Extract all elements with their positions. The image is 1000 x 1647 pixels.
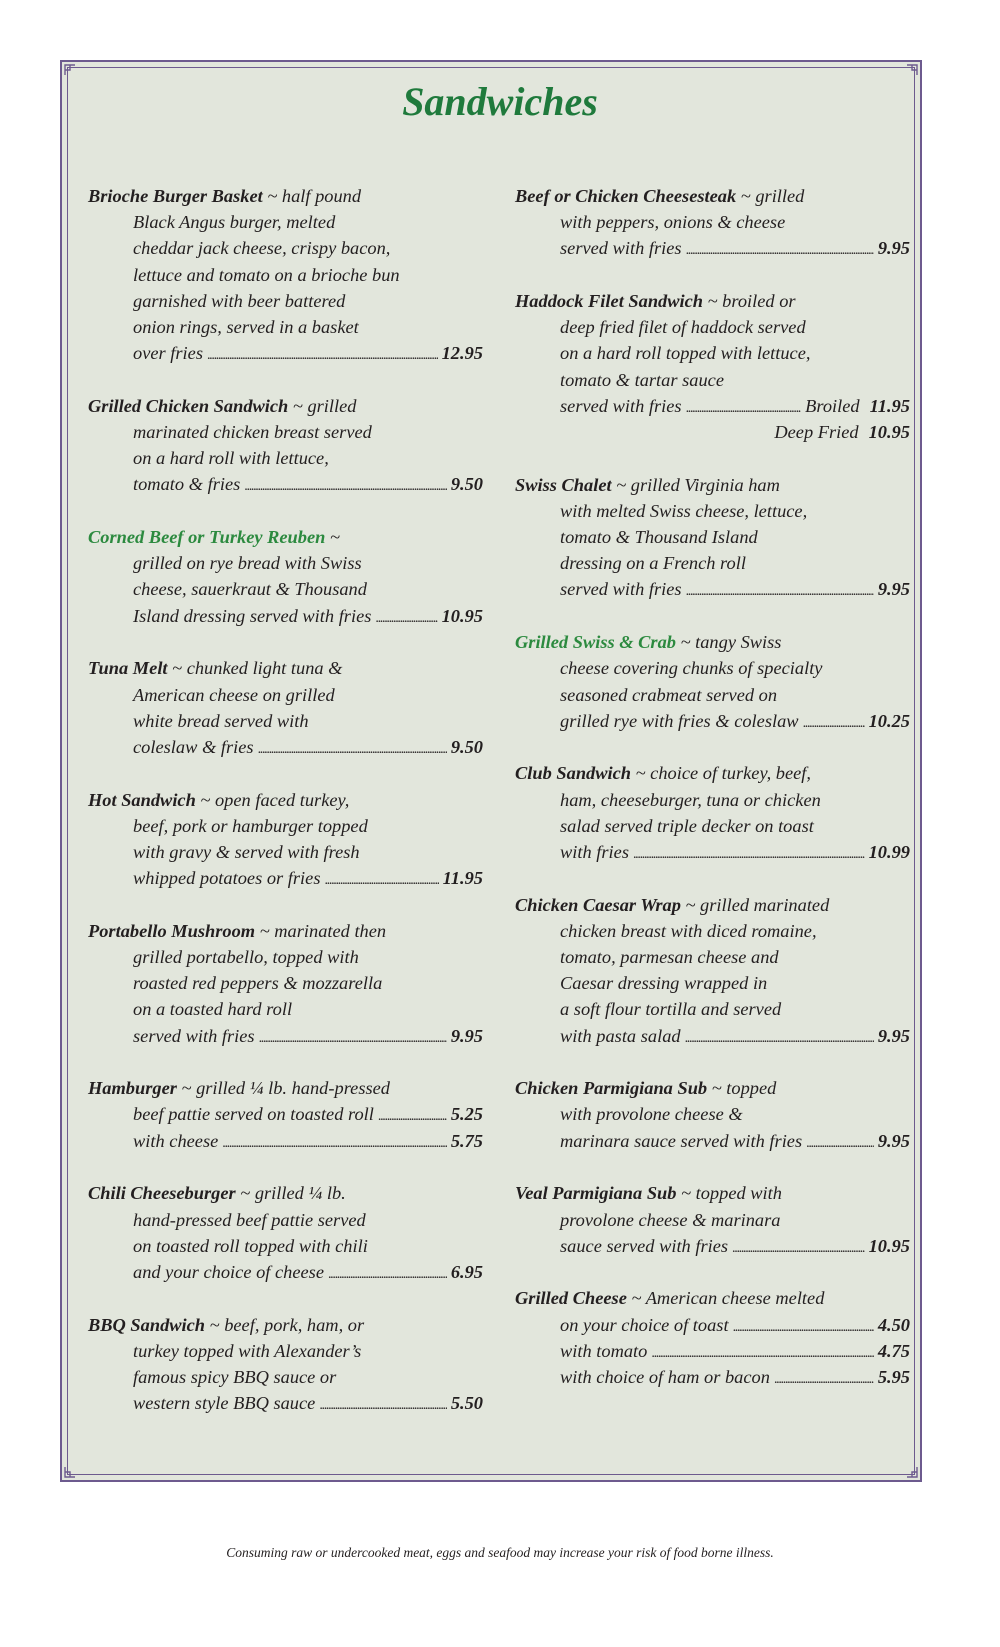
menu-item-description: grilled [307,395,357,416]
price-line [515,1338,910,1364]
menu-item-description-line: American cheese on grilled [133,684,335,705]
menu-item-first-line [515,1075,910,1101]
corner-ornament-bottom-right [902,1462,922,1482]
menu-item-first-line [88,1180,483,1206]
price-line-text: served with fries [560,579,682,600]
price-line-text: with tomato [560,1340,648,1361]
menu-item-description-line: with provolone cheese & [560,1104,743,1125]
item-spacer [515,1049,910,1076]
price-line-text: with pasta salad [560,1025,681,1046]
price-line-text: over fries [133,343,203,364]
corner-ornament-top-right [902,60,922,80]
menu-item-description-line: tomato & Thousand Island [560,527,758,548]
tilde-separator: ~ [680,894,701,915]
menu-item-description-line: grilled portabello, topped with [133,947,359,967]
dot-leader [686,576,874,605]
menu-item-description-line: hand-pressed beef pattie served [133,1209,366,1230]
item-price: 5.50 [450,1393,483,1414]
menu-item [515,288,910,445]
price-line [515,1128,910,1154]
price-line [88,1390,483,1416]
menu-item-description: grilled [755,186,805,206]
dot-leader [258,734,447,763]
tilde-separator: ~ [176,1078,197,1099]
dot-leader [774,1364,874,1393]
dot-leader [633,839,865,868]
menu-item-description: grilled Virginia ham [630,474,780,495]
menu-item-description-line: marinated chicken breast served [133,422,372,442]
menu-item-first-line [88,655,483,681]
price-line-text: grilled rye with fries & coleslaw [560,710,799,731]
item-spacer [88,1285,483,1312]
menu-item-first-line [515,892,910,918]
price-label: Deep Fried [774,422,859,442]
food-safety-disclaimer: Consuming raw or undercooked meat, eggs and seafood may increase your risk of food borne illness. [226,1545,774,1560]
item-spacer [515,734,910,761]
menu-item-first-line [88,524,483,550]
tilde-separator: ~ [167,658,187,679]
menu-item-description: grilled marinated [700,894,830,915]
right-menu-column [515,183,910,1390]
price-line-text: western style BBQ sauce [133,1393,316,1414]
tilde-separator: ~ [235,1183,255,1204]
menu-item-description-line: cheese, sauerkraut & Thousand [133,579,367,600]
menu-item-description-line: cheddar jack cheese, crispy bacon, [133,238,391,259]
price-line [515,1312,910,1338]
menu-item-description-line: with peppers, onions & cheese [560,212,786,233]
item-price: 9.50 [450,736,483,757]
price-line-text: beef pattie served on toasted roll [133,1104,374,1125]
menu-item [88,1180,483,1285]
dot-leader [732,1233,865,1262]
tilde-separator: ~ [611,474,631,495]
menu-item-description-line: garnished with beer battered [133,290,346,311]
left-menu-column [88,183,483,1416]
menu-item-description: American cheese melted [645,1288,825,1309]
price-line-text: sauce served with fries [560,1235,729,1256]
tilde-separator: ~ [255,920,275,941]
menu-item-first-line [88,918,483,944]
item-price: 4.75 [877,1340,910,1361]
menu-item-name: Hot Sandwich [88,789,196,810]
tilde-separator: ~ [626,1288,646,1309]
menu-item-description: half pound [281,186,362,206]
item-spacer [515,865,910,892]
menu-item-description: choice of turkey, beef, [650,763,812,784]
price-label: Broiled [805,395,860,416]
dot-leader [319,1390,446,1419]
menu-item [515,472,910,603]
price-line [515,576,910,602]
menu-item [515,1075,910,1154]
menu-item-description: tangy Swiss [695,632,782,653]
price-line-text: tomato & fries [133,474,241,495]
menu-item [515,1285,910,1390]
price-line [88,734,483,760]
menu-item [88,787,483,892]
item-price: 5.75 [450,1130,483,1151]
menu-item-description-line: tomato & tartar sauce [560,369,724,390]
menu-item-description-line: Caesar dressing wrapped in [560,973,768,994]
tilde-separator: ~ [288,395,308,416]
menu-item-first-line [88,183,483,209]
menu-item-description-line: salad served triple decker on toast [560,815,814,836]
menu-item-description: topped [726,1078,777,1099]
price-line [88,1259,483,1285]
item-price: 5.95 [877,1366,910,1387]
item-price: 5.25 [450,1104,483,1125]
menu-item-description-line: with melted Swiss cheese, lettuce, [560,500,808,521]
dot-leader [651,1338,873,1367]
menu-item [88,183,483,366]
menu-item-description: chunked light tuna & [186,658,343,679]
menu-item-description: grilled ¼ lb. [254,1183,346,1204]
menu-item-first-line [88,1312,483,1338]
dot-leader [328,1259,447,1288]
menu-item-first-line [515,288,910,314]
item-price: 9.95 [877,1130,910,1151]
item-price: 11.95 [442,868,483,889]
menu-item-name: Swiss Chalet [515,474,612,495]
menu-item [515,183,910,262]
menu-item-description-line: onion rings, served in a basket [133,316,359,337]
menu-item-name: Haddock Filet Sandwich [515,291,704,312]
menu-item-first-line [88,393,483,419]
price-line-text: marinara sauce served with fries [560,1130,803,1151]
dot-leader [222,1128,447,1157]
price-line-text: and your choice of cheese [133,1261,324,1282]
tilde-separator: ~ [707,1078,727,1099]
menu-item [88,655,483,760]
menu-item-first-line [515,183,910,209]
page-title: Sandwiches [402,79,598,124]
item-spacer [88,1049,483,1076]
dot-leader [244,471,447,500]
price-line [88,1101,483,1127]
menu-item-description-line: a soft flour tortilla and served [560,999,782,1020]
menu-item-description: broiled or [722,291,796,312]
item-spacer [515,1154,910,1181]
item-price: 4.50 [877,1314,910,1335]
menu-item [515,760,910,865]
menu-item-name: Portabello Mushroom [88,920,256,941]
price-line-text: with cheese [133,1130,219,1151]
price-line-text: coleslaw & fries [133,736,254,757]
menu-item-first-line [515,1285,910,1311]
menu-item-first-line [515,629,910,655]
menu-item-first-line [515,472,910,498]
menu-item-description-line: with gravy & served with fresh [133,841,360,862]
corner-ornament-bottom-left [60,1462,80,1482]
price-line [515,393,910,419]
menu-item [88,1312,483,1417]
dot-leader [686,393,802,422]
price-line [88,1023,483,1049]
menu-item [515,629,910,734]
menu-item-name: Grilled Cheese [515,1288,627,1309]
price-line [88,1128,483,1154]
price-line [515,235,910,261]
item-spacer [515,445,910,472]
price-line [88,471,483,497]
price-line-text: served with fries [133,1025,255,1046]
menu-item-first-line [88,787,483,813]
price-line-text: on your choice of toast [560,1314,729,1335]
dot-leader [733,1312,874,1341]
item-price: 10.99 [868,841,910,862]
price-line-text: with fries [560,841,629,862]
tilde-separator: ~ [205,1314,225,1335]
item-price: 6.95 [450,1261,483,1282]
menu-item-description-line: cheese covering chunks of specialty [560,658,823,679]
menu-item-name: Chicken Parmigiana Sub [515,1078,708,1099]
dot-leader [378,1101,447,1130]
menu-item [88,1075,483,1154]
menu-item-name: Chicken Caesar Wrap [515,894,681,915]
menu-item-name: Tuna Melt [88,658,168,679]
price-line [515,1023,910,1049]
menu-item-description-line: dressing on a French roll [560,553,746,574]
menu-item-description-line: provolone cheese & marinara [560,1209,781,1230]
tilde-separator: ~ [262,186,282,206]
price-line-text: with choice of ham or bacon [560,1366,770,1387]
menu-item-description-line: Black Angus burger, melted [133,212,336,233]
menu-item-name: Grilled Swiss & Crab [515,632,676,653]
item-price: 9.95 [450,1025,483,1046]
corner-ornament-top-left [60,60,80,80]
menu-item [88,918,483,1049]
dot-leader [259,1023,447,1052]
menu-item-name: Hamburger [88,1078,177,1099]
tilde-separator: ~ [676,1183,696,1204]
item-price: 9.95 [877,579,910,600]
menu-item-description-line: roasted red peppers & mozzarella [133,973,383,994]
menu-item-description-line: famous spicy BBQ sauce or [133,1366,337,1387]
menu-item-name: BBQ Sandwich [88,1314,206,1335]
dot-leader [207,340,438,369]
menu-item-description-line: on a hard roll with lettuce, [133,448,329,469]
menu-item-description-line: ham, cheeseburger, tuna or chicken [560,789,821,810]
price-line [88,603,483,629]
menu-item-name: Brioche Burger Basket [88,186,263,206]
menu-item-description-line: beef, pork or hamburger topped [133,815,368,836]
item-spacer [88,891,483,918]
price-line [515,839,910,865]
menu-item-description-line: deep fried filet of haddock served [560,317,806,338]
dot-leader [324,865,438,894]
price-line-text: served with fries [560,395,682,416]
price-line-text: Island dressing served with fries [133,605,372,626]
price-line-text: served with fries [560,238,682,259]
menu-item-first-line [515,760,910,786]
item-spacer [88,760,483,787]
menu-item [515,1180,910,1259]
menu-item-description-line: on a toasted hard roll [133,999,293,1020]
menu-item-name: Corned Beef or Turkey Reuben [88,527,326,548]
item-price: 10.25 [868,710,910,731]
price-line [88,865,483,891]
tilde-separator: ~ [736,186,756,206]
price-line [515,1364,910,1390]
menu-item-name: Beef or Chicken Cheesesteak [515,186,737,206]
menu-item-description-line: tomato, parmesan cheese and [560,947,779,967]
item-price: 12.95 [441,343,483,364]
menu-item-description-line: grilled on rye bread with Swiss [133,553,362,574]
menu-item-description: beef, pork, ham, or [224,1314,365,1335]
menu-item [88,393,483,498]
menu-item-description-line: chicken breast with diced romaine, [560,920,817,941]
price-line [88,340,483,366]
item-price: 10.95 [868,422,910,442]
menu-item-name: Grilled Chicken Sandwich [88,395,289,416]
item-price: 9.95 [877,1025,910,1046]
item-spacer [88,498,483,525]
price-line-text: whipped potatoes or fries [133,868,321,889]
tilde-separator: ~ [325,527,340,548]
item-spacer [515,1259,910,1286]
item-spacer [88,629,483,656]
menu-item-description-line: white bread served with [133,710,309,731]
menu-item-description-line: seasoned crabmeat served on [560,684,778,705]
item-price: 9.95 [877,238,910,259]
tilde-separator: ~ [631,763,651,784]
menu-item-name: Chili Cheeseburger [88,1183,236,1204]
tilde-separator: ~ [675,632,696,653]
dot-leader [806,1128,874,1157]
menu-item-description: marinated then [274,920,387,941]
menu-item [88,524,483,629]
item-price: 11.95 [869,395,910,416]
menu-item-first-line [88,1075,483,1101]
menu-item [515,892,910,1049]
dot-leader [685,1023,874,1052]
item-price: 10.95 [868,1235,910,1256]
menu-item-description: topped with [695,1183,782,1204]
dot-leader [375,603,437,632]
menu-item-description: open faced turkey, [214,789,350,810]
menu-item-description-line: turkey topped with Alexander’s [133,1340,362,1361]
item-spacer [88,366,483,393]
item-spacer [515,262,910,289]
item-spacer [88,1154,483,1181]
menu-item-name: Veal Parmigiana Sub [515,1183,677,1204]
menu-item-first-line [515,1180,910,1206]
menu-item-description-line: lettuce and tomato on a brioche bun [133,264,400,285]
menu-item-name: Club Sandwich [515,763,632,784]
tilde-separator: ~ [703,291,723,312]
price-line [515,708,910,734]
item-price: 10.95 [441,605,483,626]
price-line [515,419,910,445]
dot-leader [686,235,874,264]
menu-item-description-line: on toasted roll topped with chili [133,1235,368,1256]
dot-leader [803,708,865,737]
price-line [515,1233,910,1259]
tilde-separator: ~ [195,789,215,810]
menu-item-description: grilled ¼ lb. hand-pressed [196,1078,390,1099]
menu-item-description-line: on a hard roll topped with lettuce, [560,343,811,364]
item-price: 9.50 [450,474,483,495]
item-spacer [515,603,910,630]
